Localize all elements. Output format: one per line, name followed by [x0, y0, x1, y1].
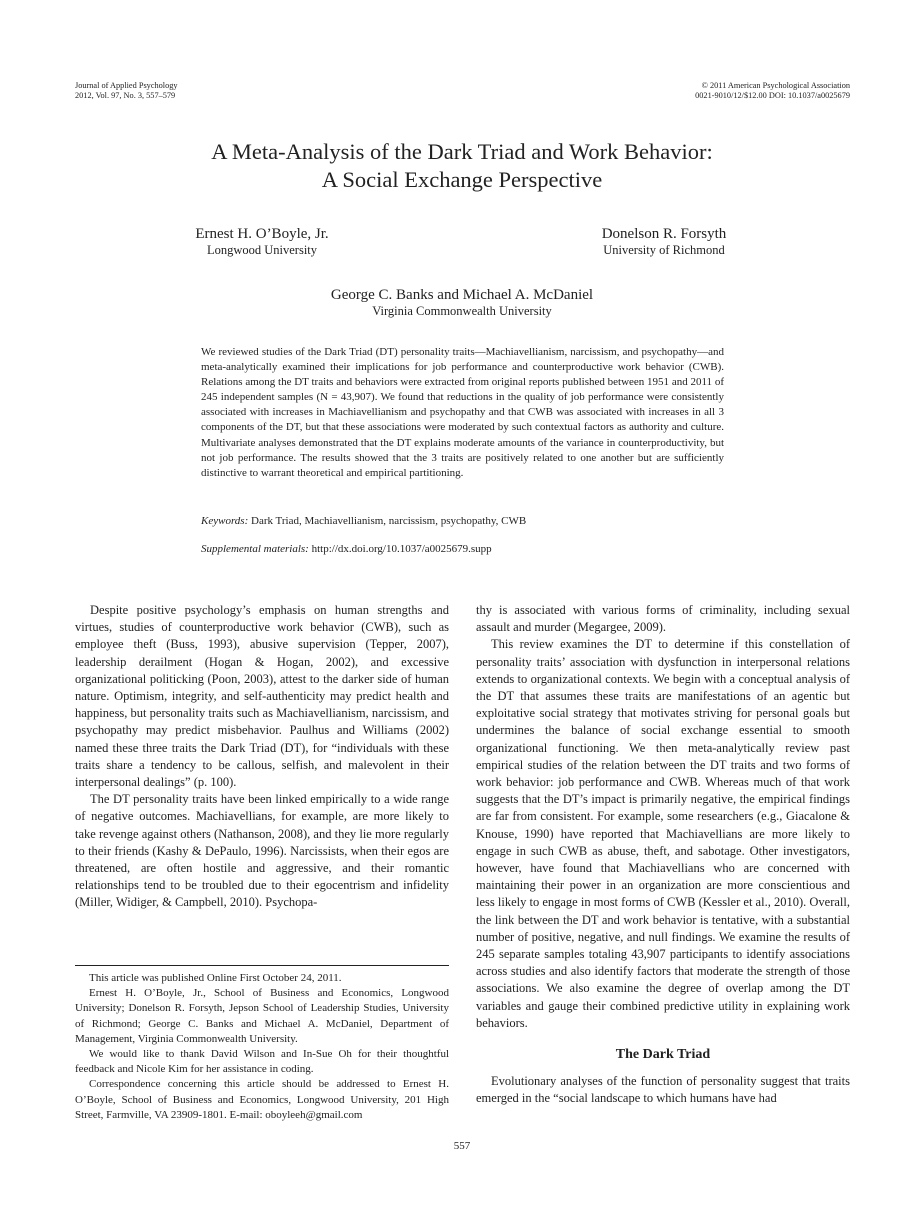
section-heading: The Dark Triad — [615, 1047, 711, 1063]
keywords — [201, 514, 724, 529]
body-paragraph: Evolutionary analyses of the function of personality suggest that traits emerged in the “social landscape to which humans have had — [476, 1074, 850, 1106]
paper-title — [0, 138, 924, 194]
author-block — [262, 287, 662, 318]
body-paragraph: Despite positive psychology’s emphasis on human strengths and virtues, studies of counterproductive work behavior (CWB), such as employee theft (Buss, 1993), abusive supervision (Tepper, 2007), leadership derailment (Hogan & Hogan, 2002), and excessive organizational politicking (Poon, 2003), attest to the darker side of human nature. Optimism, integrity, and self-authenticity may predict health and happiness, but personality traits such as Machiavellianism, narcissism, and psychopathy may predict misbehavior. Paulhus and Williams (2002) named these three traits the Dark Triad (DT), for “individuals with these traits share a tendency to be callous, selfish, and malevolent in their interpersonal dealings” (p. 100). — [75, 603, 449, 790]
title-line-2: A Social Exchange Perspective — [321, 167, 603, 192]
footnote: Ernest H. O’Boyle, Jr., School of Business and Economics, Longwood University; Donelson R. Forsyth, Jepson School of Leadership Studies, University of Richmond; George C. Banks and Michael A. McDaniel, Department of Management, Virginia Commonwealth University. — [75, 987, 449, 1045]
journal-volume: 2012, Vol. 97, No. 3, 557–579 — [75, 91, 176, 100]
footnote: Correspondence concerning this article should be addressed to Ernest H. O’Boyle, School of Business and Economics, Longwood University, 201 High Street, Farmville, VA 23909-1801. E-mail: oboyleeh@gmail.com — [75, 1078, 449, 1121]
body-paragraph-continued: thy is associated with various forms of criminality, including sexual assault and murder (Megargee, 2009). — [476, 603, 850, 635]
body-paragraph: This review examines the DT to determine if this constellation of personality traits’ association with dysfunction in interpersonal relations extends to organizational contexts. We begin with a conceptual analysis of the DT that assumes these traits are manifestations of an agentic but exploitative social strategy that motivates striving for personal goals but undermines the balance of social exchange essential to smooth organizational functioning. We then meta-analytically review past empirical studies of the relation between the DT traits and two forms of work behavior: job performance and CWB. Whereas much of that work suggests that the DT’s impact is primarily negative, the empirical findings are far from consistent. For example, some researchers (e.g., Giacalone & Knouse, 1990) have reported that Machiavellians are more likely to engage in such CWB as abuse, theft, and sabotage. Other investigators, however, have found that Machiavellians who are concerned with maintaining their power in an organization are more conscientious and less likely to engage in most forms of CWB (Kessler et al., 2010). Overall, the link between the DT and work behavior is tentative, with a substantial number of positive, negative, and null findings. We examine the results of 245 separate samples totaling 43,907 participants to identify associations across studies and also identify factors that moderate the strength of those associations. We also examine the degree of overlap among the DT variables and gauge their combined predictive utility in explaining work behaviors. — [476, 637, 850, 1030]
author-name: Donelson R. Forsyth — [601, 226, 727, 242]
keywords-text: Dark Triad, Machiavellianism, narcissism, psychopathy, CWB — [251, 515, 527, 527]
abstract — [201, 345, 724, 481]
author-block — [181, 226, 343, 257]
title-line-1: A Meta-Analysis of the Dark Triad and Work Behavior: — [211, 139, 713, 164]
page-number: 557 — [453, 1140, 471, 1152]
doi-line: 0021-9010/12/$12.00 DOI: 10.1037/a0025679 — [695, 91, 850, 100]
abstract-text: We reviewed studies of the Dark Triad (DT) personality traits—Machiavellianism, narcissism, and psychopathy—and meta-analytically examined their implications for job performance and counterproductive work behavior (CWB). Relations among the DT traits and behaviors were extracted from original reports published between 1951 and 2011 of 245 independent samples (N = 43,907). We found that reductions in the quality of job performance were consistently associated with increases in Machiavellianism and psychopathy and that CWB was associated with increases in all 3 components of the DT, but that these associations were moderated by such contextual factors as authority and culture. Multivariate analyses demonstrated that the DT explains moderate amounts of the variance in counterproductivity, but not job performance. The results showed that the 3 traits are positively related to one another but are sufficiently distinctive to warrant theoretical and empirical partitioning. — [201, 346, 724, 479]
journal-info — [75, 81, 178, 101]
supplemental-materials — [201, 542, 724, 557]
footnotes — [75, 965, 449, 1123]
author-affiliation: Virginia Commonwealth University — [372, 304, 552, 318]
author-name: George C. Banks and Michael A. McDaniel — [330, 287, 594, 303]
body-paragraph: The DT personality traits have been linked empirically to a wide range of negative outcomes. Machiavellians, for example, are more likely to take revenge against others (Nathanson, 2008), and they lie more regularly to their friends (Kashy & DePaulo, 1996). Narcissists, when their egos are threatened, are often hostile and aggressive, and their romantic relationships tend to be troubled due to their egocentrism and infidelity (Miller, Widiger, & Campbell, 2010). Psychopa- — [75, 792, 449, 910]
keywords-label: Keywords: — [201, 515, 249, 527]
supplemental-label: Supplemental materials: — [201, 543, 309, 555]
author-block — [586, 226, 742, 257]
left-column — [75, 602, 449, 912]
author-name: Ernest H. O’Boyle, Jr. — [195, 226, 329, 242]
copyright-notice: © 2011 American Psychological Association — [701, 81, 850, 90]
copyright-info — [695, 81, 850, 101]
author-affiliation: University of Richmond — [603, 243, 725, 257]
supplemental-link[interactable]: http://dx.doi.org/10.1037/a0025679.supp — [311, 543, 492, 555]
author-affiliation: Longwood University — [206, 243, 318, 257]
footnote: This article was published Online First October 24, 2011. — [89, 972, 342, 984]
footnote: We would like to thank David Wilson and In-Sue Oh for their thoughtful feedback and Nicole Kim for her assistance in coding. — [75, 1048, 449, 1076]
right-column — [476, 602, 850, 1107]
journal-name: Journal of Applied Psychology — [75, 81, 178, 90]
